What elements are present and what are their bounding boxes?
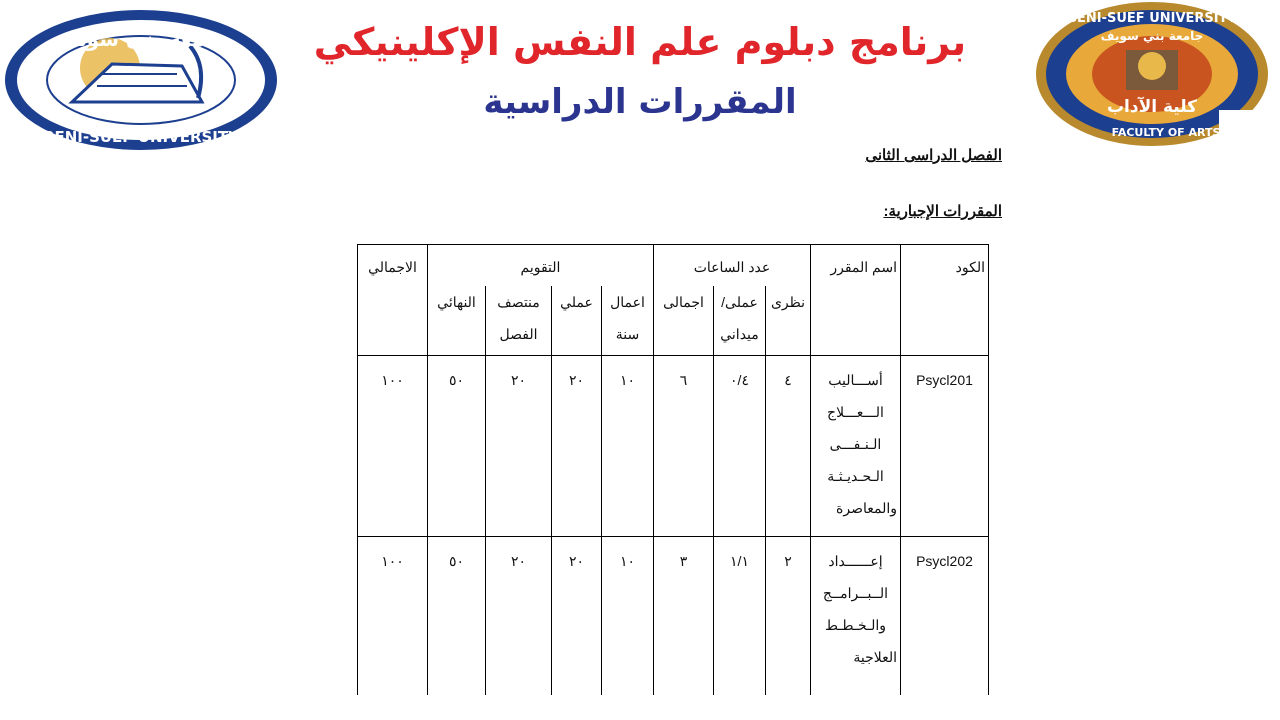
header-theory: نظرى: [766, 286, 811, 356]
header-year-work: اعمال سنة: [602, 286, 654, 356]
header-code: الكود: [901, 245, 989, 356]
header-evaluation: التقويم: [428, 245, 654, 286]
logo-left-english: BENI-SUEF UNIVERSITY: [43, 128, 239, 146]
header-course-name: اسم المقرر: [811, 245, 901, 356]
program-subtitle: المقررات الدراسية: [483, 82, 797, 122]
program-title: برنامج دبلوم علم النفس الإكلينيكي: [313, 20, 967, 64]
logo-right-faculty-en: FACULTY OF ARTS: [1111, 126, 1221, 139]
header-hours: عدد الساعات: [654, 245, 811, 286]
header-practical: عملي: [552, 286, 602, 356]
midterm-score: ٢٠: [486, 537, 552, 696]
theory-hours: ٤: [766, 356, 811, 537]
header-practical-field: عملى/ ميداني: [714, 286, 766, 356]
total-score: ١٠٠: [358, 537, 428, 696]
logo-right-arabic: جامعة بني سويف: [1100, 29, 1204, 43]
course-name: إعــــــداد الــبــرامــج والـخـطـط العلاجية: [811, 537, 901, 696]
practical-score: ٢٠: [552, 537, 602, 696]
total-hours: ٣: [654, 537, 714, 696]
course-code: Psycl202: [901, 537, 989, 696]
final-score: ٥٠: [428, 356, 486, 537]
courses-table: [357, 244, 989, 695]
total-hours: ٦: [654, 356, 714, 537]
section-heading: المقررات الإجبارية:: [883, 203, 1002, 220]
faculty-logo-right: [1034, 0, 1274, 150]
header-final: النهائي: [428, 286, 486, 356]
header-total: الاجمالي: [358, 245, 428, 356]
practical-hours: ٠/٤: [714, 356, 766, 537]
header-midterm: منتصف الفصل: [486, 286, 552, 356]
header-hours-total: اجمالى: [654, 286, 714, 356]
logo-right-faculty-ar: كلية الآداب: [1106, 97, 1198, 117]
logo-right-english: BENI-SUEF UNIVERSITY: [1067, 11, 1237, 26]
course-code: Psycl201: [901, 356, 989, 537]
university-logo-left: [2, 6, 280, 154]
table-row: [358, 537, 989, 696]
midterm-score: ٢٠: [486, 356, 552, 537]
table-row: [358, 356, 989, 537]
semester-heading: الفصل الدراسى الثانى: [865, 147, 1002, 164]
practical-score: ٢٠: [552, 356, 602, 537]
year-work-score: ١٠: [602, 356, 654, 537]
course-name: أســـاليب الـــعـــلاج الـنـفـــى الـحـديـثـة والمعاصرة: [811, 356, 901, 537]
final-score: ٥٠: [428, 537, 486, 696]
total-score: ١٠٠: [358, 356, 428, 537]
logo-left-arabic: جامعة بنى سويف: [55, 27, 227, 51]
table-header-row: [358, 245, 989, 286]
practical-hours: ١/١: [714, 537, 766, 696]
theory-hours: ٢: [766, 537, 811, 696]
year-work-score: ١٠: [602, 537, 654, 696]
